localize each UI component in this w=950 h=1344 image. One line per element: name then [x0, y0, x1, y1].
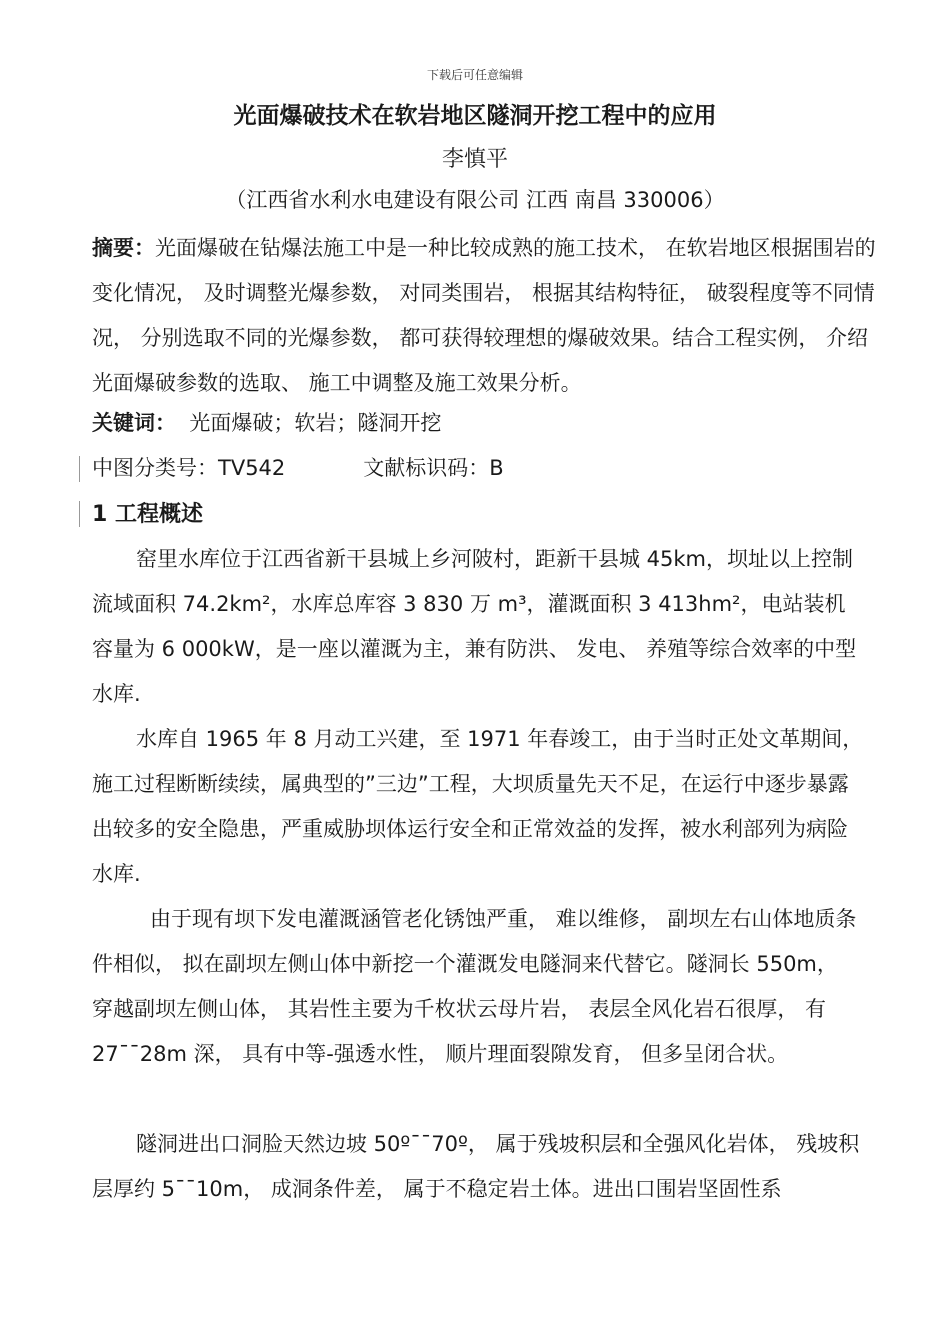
margin-marker — [79, 456, 80, 482]
body-paragraph: 隧洞进出口洞脸天然边坡 50º¯¯70º， 属于残坡积层和全强风化岩体， 残坡积层厚约 5¯¯10m， 成洞条件差， 属于不稳定岩土体。进出口围岩坚固性系 — [92, 1132, 860, 1201]
keywords-text: 光面爆破；软岩；隧洞开挖 — [189, 411, 442, 435]
body-paragraph: 由于现有坝下发电灌溉涵管老化锈蚀严重， 难以维修， 副坝左右山体地质条件相似， 拟在副坝左侧山体中新挖一个灌溉发电隧洞来代替它。隧洞长 550m， 穿越副坝左侧山体， 其岩性主要为千枚状云母片岩， 表层全风化岩石很厚， 有 27¯¯28m 深， 具有中等-强透水性， 顺片理面裂隙发育， 但多呈闭合状。 — [92, 907, 857, 1066]
author-affiliation: （江西省水利水电建设有限公司 江西 南昌 330006） — [225, 188, 725, 212]
document-code: 文献标识码：B — [363, 456, 504, 480]
abstract-text: 光面爆破在钻爆法施工中是一种比较成熟的施工技术， 在软岩地区根据围岩的变化情况， 及时调整光爆参数， 对同类围岩， 根据其结构特征， 破裂程度等不同情况， 分别选取不同的光爆参数， 都可获得较理想的爆破效果。结合工程实例， 介绍光面爆破参数的选取、 施工中调整及施工效果分析。 — [92, 236, 876, 395]
classification-line — [92, 452, 882, 482]
keywords — [92, 407, 882, 437]
header-note: 下载后可任意编辑 — [426, 68, 523, 82]
author-name: 李慎平 — [441, 147, 508, 172]
abstract — [92, 226, 882, 406]
body-paragraph: 水库自 1965 年 8 月动工兴建，至 1971 年春竣工，由于当时正处文革期间，施工过程断断续续，属典型的”三边”工程，大坝质量先天不足，在运行中逐步暴露出较多的安全隐患，严重威胁坝体运行安全和正常效益的发挥，被水利部列为病险水库. — [92, 727, 864, 886]
clc-number: 中图分类号：TV542 — [92, 456, 286, 480]
body-paragraph: 窑里水库位于江西省新干县城上乡河陂村，距新干县城 45km，坝址以上控制流域面积 74.2km²，水库总库容 3 830 万 m³，灌溉面积 3 413hm²，电站装机容量为 6 000kW，是一座以灌溉为主，兼有防洪、 发电、 养殖等综合效率的中型水库. — [92, 547, 857, 706]
margin-marker — [79, 501, 80, 527]
document-title: 光面爆破技术在软岩地区隧洞开挖工程中的应用 — [233, 103, 717, 129]
keywords-label: 关键词： — [92, 411, 176, 435]
abstract-label: 摘要： — [92, 236, 155, 260]
section-heading: 1 工程概述 — [92, 502, 203, 527]
